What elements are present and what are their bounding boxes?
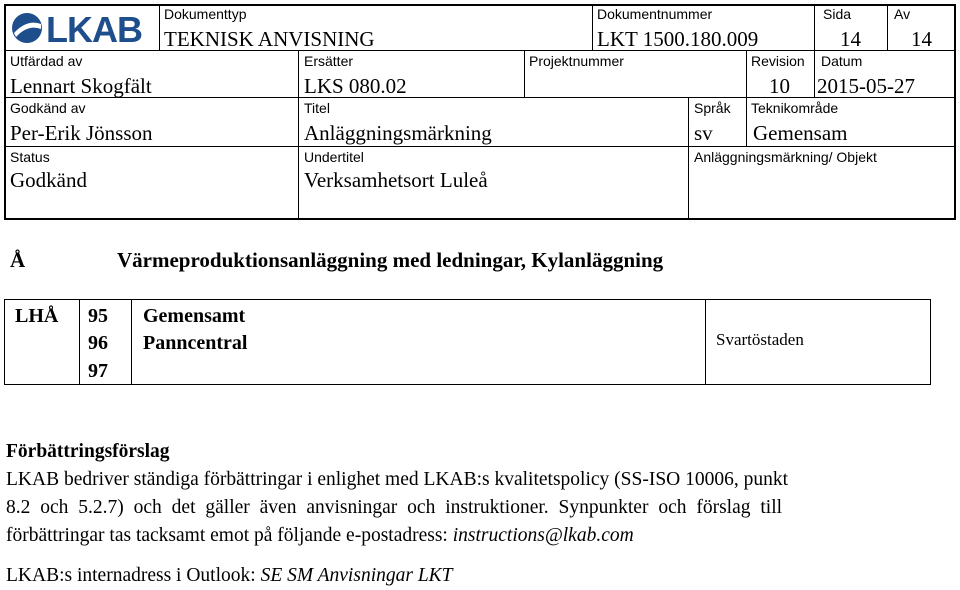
group-code: LHÅ [15, 305, 59, 327]
issued-by: Lennart Skogfält [10, 74, 152, 98]
doc-type: TEKNISK ANVISNING [164, 27, 375, 51]
title-label: Titel [304, 100, 330, 116]
improvement-line-3 [6, 522, 634, 550]
approved-by-label: Godkänd av [10, 100, 86, 116]
approved-by: Per-Erik Jönsson [10, 121, 153, 145]
section-code: Å [10, 248, 26, 272]
revision: 10 [769, 74, 790, 98]
subtitle: Verksamhetsort Luleå [304, 168, 488, 192]
table-row-num: 96 [88, 332, 108, 354]
subtitle-label: Undertitel [304, 149, 364, 165]
doc-number: LKT 1500.180.009 [597, 27, 759, 51]
page-of-label: Av [894, 6, 911, 22]
table-row-note: Svartöstaden [716, 330, 804, 349]
table-row-num: 95 [88, 305, 108, 327]
improvement-line-2: 8.2 och 5.2.7) och det gäller även anvisningar och instruktioner. Synpunkter och förslag till [6, 497, 783, 518]
outlook-address-line [6, 562, 453, 590]
section-heading: Värmeproduktionsanläggning med ledningar, Kylanläggning [117, 248, 664, 272]
category-label: Anläggningsmärkning/ Objekt [694, 149, 877, 165]
lkab-logo-mark [12, 13, 42, 43]
date-label: Datum [821, 53, 863, 69]
tech-area-label: Teknikområde [751, 100, 839, 116]
replaces-label: Ersätter [304, 53, 354, 69]
improvement-heading: Förbättringsförslag [6, 441, 170, 462]
lkab-logo [10, 9, 156, 47]
outlook-address: SE SM Anvisningar LKT [260, 565, 453, 586]
language: sv [694, 121, 713, 145]
status-label: Status [10, 149, 50, 165]
table-row-name: Gemensamt [143, 305, 246, 327]
improvement-line-1: LKAB bedriver ständiga förbättringar i enlighet med LKAB:s kvalitetspolicy (SS-ISO 10006, punkt [6, 469, 789, 490]
status: Godkänd [10, 168, 87, 192]
revision-label: Revision [751, 53, 805, 69]
table-row-num: 97 [88, 360, 108, 382]
doc-type-label: Dokumenttyp [164, 6, 247, 22]
language-label: Språk [694, 100, 731, 116]
outlook-address-prefix: LKAB:s internadress i Outlook: [6, 565, 261, 586]
page-number: 14 [840, 27, 861, 51]
date: 2015-05-27 [817, 74, 915, 98]
tech-area: Gemensam [753, 121, 848, 145]
doc-number-label: Dokumentnummer [597, 6, 713, 22]
page-total: 14 [911, 27, 932, 51]
project-number-label: Projektnummer [529, 53, 624, 69]
title: Anläggningsmärkning [304, 121, 492, 145]
issued-by-label: Utfärdad av [10, 53, 83, 69]
table-row-name: Panncentral [143, 332, 248, 354]
lkab-logo-text: LKAB [46, 9, 142, 47]
improvement-line-3-text: förbättringar tas tacksamt emot på följande e-postadress: [6, 525, 453, 546]
page-label: Sida [823, 6, 852, 22]
improvement-email-link[interactable]: instructions@lkab.com [452, 525, 634, 546]
replaces: LKS 080.02 [304, 74, 407, 98]
